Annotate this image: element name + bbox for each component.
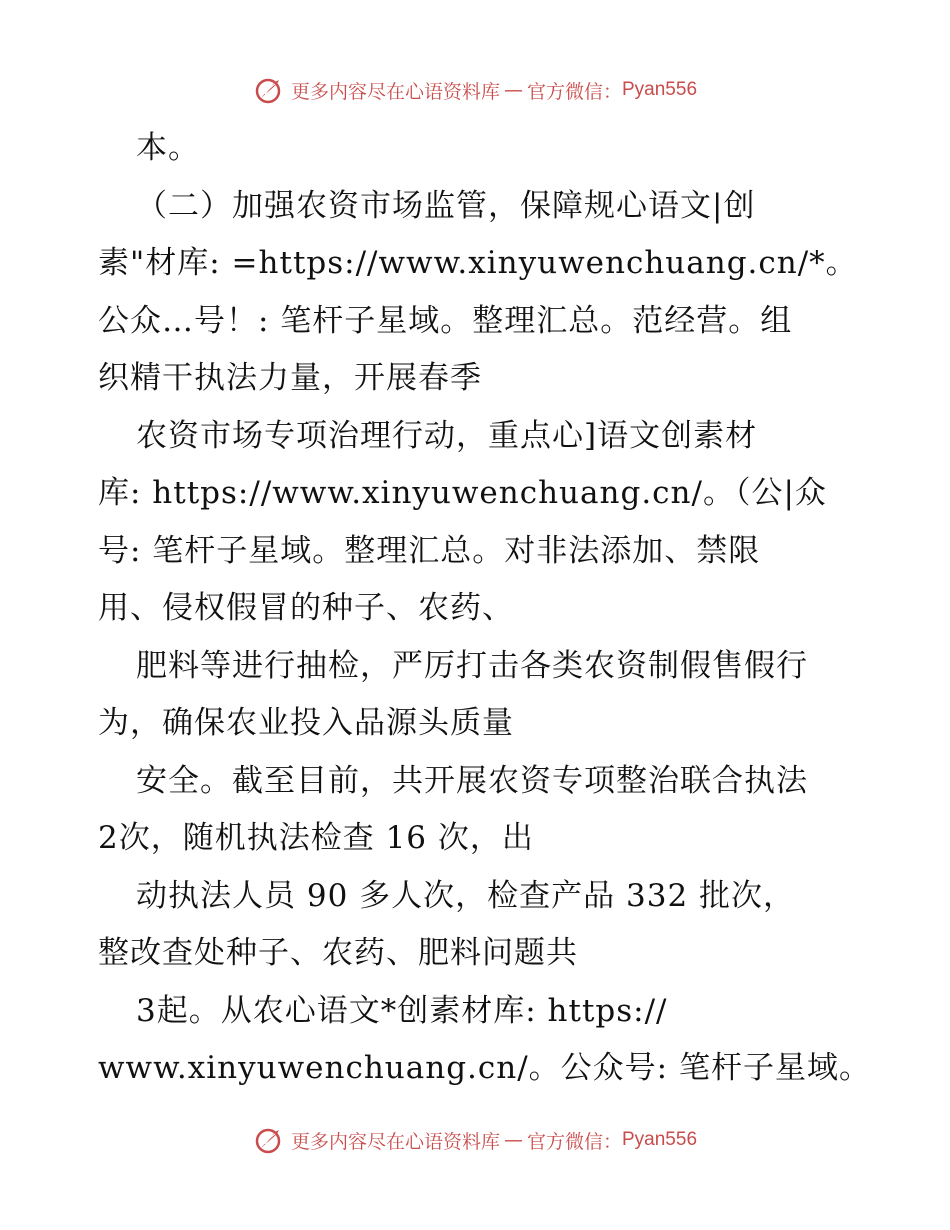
text-line: 织精干执法力量，开展春季 bbox=[98, 360, 482, 396]
text-line: 库: https://www.xinyuwenchuang.cn/。（公|众 bbox=[98, 475, 827, 511]
text-line: 安全。截至目前，共开展农资专项整治联合执法 bbox=[136, 762, 808, 799]
text-line: 农资市场专项治理行动，重点心]语文创素材 bbox=[136, 417, 758, 454]
text-line: 3起。从农心语文*创素材库: https:// bbox=[136, 992, 668, 1029]
quill-logo-icon bbox=[253, 74, 285, 106]
text-line: 本。 bbox=[136, 130, 200, 166]
text-line: 整改查处种子、农药、肥料问题共 bbox=[98, 935, 578, 971]
wechat-label: 官方微信： bbox=[526, 80, 622, 103]
quill-logo-icon bbox=[253, 1124, 285, 1156]
wechat-id: Pyan556 bbox=[622, 79, 698, 100]
banner-separator: — bbox=[503, 79, 523, 101]
text-line: 动执法人员 90 多人次，检查产品 332 批次， bbox=[136, 877, 796, 914]
wechat-id: Pyan556 bbox=[622, 1129, 698, 1150]
wechat-label: 官方微信： bbox=[526, 1130, 622, 1153]
banner-text: 更多内容尽在心语资料库 bbox=[290, 1130, 500, 1153]
text-line: （二）加强农资市场监管，保障规心语文|创 bbox=[136, 187, 756, 224]
text-line: 公众…号！: 笔杆子星域。整理汇总。范经营。组 bbox=[98, 302, 793, 339]
text-line: 号: 笔杆子星域。整理汇总。对非法添加、禁限 bbox=[98, 532, 761, 569]
header-watermark bbox=[0, 70, 950, 110]
text-line: 2次，随机执法检查 16 次，出 bbox=[98, 820, 534, 856]
text-line: 为，确保农业投入品源头质量 bbox=[98, 705, 514, 741]
footer-watermark bbox=[0, 1120, 950, 1160]
text-line: 用、侵权假冒的种子、农药、 bbox=[98, 590, 514, 626]
banner-text: 更多内容尽在心语资料库 bbox=[290, 80, 500, 103]
banner-separator: — bbox=[503, 1129, 523, 1151]
text-line: 素"材库: =https://www.xinyuwenchuang.cn/*。 bbox=[98, 245, 858, 281]
text-line: 肥料等进行抽检，严厉打击各类农资制假售假行 bbox=[136, 647, 808, 684]
text-line: www.xinyuwenchuang.cn/。公众号: 笔杆子星域。 bbox=[98, 1050, 871, 1086]
document-body bbox=[98, 120, 871, 1098]
